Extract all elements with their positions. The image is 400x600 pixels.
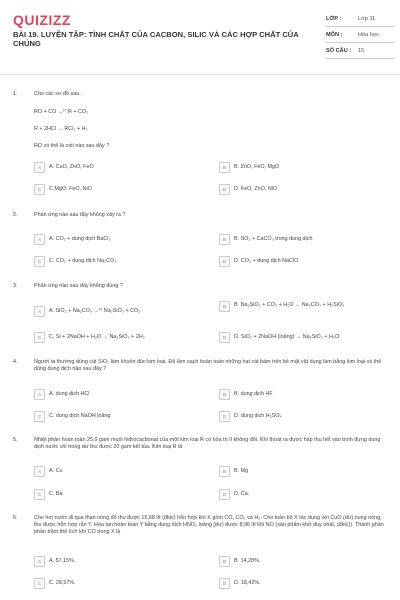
option-a[interactable] [34, 161, 94, 173]
option-label: C. dung dịch NaOH loãng [49, 413, 111, 419]
option-label: A. CO₂ + dung dịch BaCl₂ [49, 236, 111, 242]
question-prompt: RO có thể là oxit nào sau đây ? [34, 143, 110, 149]
option-c[interactable] [34, 410, 110, 422]
option-label: D. Ca. [234, 491, 250, 497]
option-badge: C [34, 332, 45, 343]
question-number: 6. [13, 515, 18, 521]
option-badge: D [219, 184, 230, 195]
option-d[interactable] [219, 183, 277, 195]
info-row-subject [326, 30, 394, 43]
option-badge: C [34, 578, 45, 589]
option-b[interactable] [219, 555, 260, 567]
option-label: C. Si + 2NaOH + H₂O → Na₂SiO₃ + 2H₂ [49, 334, 145, 340]
option-badge: D [219, 256, 230, 267]
option-a[interactable] [34, 555, 75, 567]
option-badge: B [219, 389, 230, 400]
option-label: C. Ba [49, 491, 63, 497]
info-value: Lớp 11 [358, 16, 376, 22]
option-badge: B [219, 234, 230, 245]
option-label: D. SiO₂ + 2NaOH (loãng) → Na₂SiO₃ + H₂O [234, 334, 340, 340]
option-badge: A [34, 306, 45, 317]
option-label: A. SiO₂ + Na₂CO₃ →ᵗ° Na₂SiO₃ + CO₂ [49, 308, 141, 314]
question-number: 4. [13, 359, 18, 365]
option-badge: A [34, 556, 45, 567]
info-row-class [326, 14, 394, 27]
option-label: B. Na₂SiO₃ + CO₂ + H₂O → Na₂CO₃ + H₂SiO₃ [234, 302, 345, 308]
option-a[interactable] [34, 305, 140, 317]
question-number: 2. [13, 212, 18, 218]
option-label: B. 14,28%. [234, 558, 261, 564]
reaction-line: R + 2HCl → RCl₂ + H₂ [34, 126, 88, 132]
option-a[interactable] [34, 233, 111, 245]
question-stem: Cho hơi nước đi qua than nóng đỏ thu được 15,68 lít (đktc) hỗn hợp khí X gồm CO, CO₂ và H₂. Cho toàn bộ X tác dụng với CuO (dư) nung nóng, thu được hỗn hợp rắn Y. Hòa tan hoàn toàn Y bằng dung dịch HNO₃ loãng (dư) được 8,96 lít khí NO (sản phẩm khử duy nhất, (đktc)). Thành phần phần trăm thể tích khí CO trong X là [34, 515, 384, 535]
info-row-count [326, 46, 394, 59]
option-b[interactable] [219, 465, 248, 477]
option-label: C. CO₂ + dung dịch Na₂CO₃ [49, 258, 117, 264]
option-badge: B [219, 466, 230, 477]
option-a[interactable] [34, 465, 62, 477]
option-label: B. ZnO, FeO, MgO [234, 164, 280, 170]
option-badge: A [34, 234, 45, 245]
question-stem: Cho các sơ đồ sau : [34, 91, 83, 97]
option-c[interactable] [34, 183, 92, 195]
option-c[interactable] [34, 331, 145, 343]
option-label: C. 28,57%. [49, 580, 76, 586]
option-d[interactable] [219, 255, 298, 267]
option-label: C.MgO, FeO, NiO [49, 186, 92, 192]
option-d[interactable] [219, 577, 261, 589]
option-badge: A [34, 162, 45, 173]
option-badge: D [219, 578, 230, 589]
option-c[interactable] [34, 577, 76, 589]
option-badge: C [34, 256, 45, 267]
option-d[interactable] [219, 488, 249, 500]
reaction-line: RO + CO →ᵗ° R + CO₂ [34, 109, 89, 115]
option-label: B. dung dịch HF [234, 391, 273, 397]
option-badge: D [219, 332, 230, 343]
option-label: D. FeO, ZnO, NiO [234, 186, 278, 192]
question-stem: Phản ứng nào sau đây không đúng ? [34, 283, 123, 289]
option-label: B. SO₂ + CaCO₃ trong dung dịch [234, 236, 313, 242]
option-b[interactable] [219, 301, 394, 321]
page-title: BÀI 19. LUYỆN TẬP: TÍNH CHẤT CỦA CACBON, SILIC VÀ CÁC HỢP CHẤT CỦA CHÚNG [13, 30, 299, 48]
question-number: 1. [13, 91, 18, 97]
option-d[interactable] [219, 331, 339, 343]
option-badge: C [34, 184, 45, 195]
info-panel [326, 14, 394, 62]
question-number: 3. [13, 283, 18, 289]
info-value: Hóa học [358, 32, 379, 38]
option-c[interactable] [34, 255, 116, 267]
question-stem: Phản ứng nào sau đây không xảy ra ? [34, 212, 126, 218]
option-d[interactable] [219, 410, 282, 422]
option-badge: C [34, 411, 45, 422]
info-key: SỐ CÂU : [326, 48, 352, 54]
header-divider [0, 74, 400, 75]
option-badge: A [34, 466, 45, 477]
option-badge: D [219, 489, 230, 500]
question-stem: Người ta thường dùng cát SiO₂ làm khuôn đúc kim loại. Để làm sạch hoàn toàn những hạt cát bám trên bề mặt vật dụng làm bằng kim loại có thể dùng dung dịch nào sau đây ? [34, 359, 382, 372]
option-badge: D [219, 411, 230, 422]
option-b[interactable] [219, 233, 312, 245]
option-b[interactable] [219, 161, 279, 173]
info-key: LỚP : [326, 16, 342, 22]
info-key: MÔN : [326, 32, 343, 38]
option-a[interactable] [34, 388, 89, 400]
quizizz-logo: QUIZIZZ [13, 12, 71, 28]
option-label: B. Mg [234, 468, 249, 474]
option-label: A. Cu [49, 468, 63, 474]
option-badge: B [219, 301, 230, 312]
option-badge: B [219, 556, 230, 567]
option-badge: C [34, 489, 45, 500]
question-stem: Nhiệt phân hoàn toàn 25,9 gam muối hiđrocacbonat của một kim loại R có hóa trị II không đổi. Khí thoát ra được hấp thụ hết vào bình đựng dung dịch nước vôi trong dư thu được 20 gam kết tủa. Kim loại R là [34, 437, 381, 450]
option-label: D. dung dịch H₂SO₄ [234, 413, 282, 419]
question-number: 5. [13, 437, 18, 443]
option-label: A. 57,15%. [49, 558, 76, 564]
option-label: D. 18,42%. [234, 580, 261, 586]
option-badge: B [219, 162, 230, 173]
option-label: A. CuO, ZnO, FeO [49, 164, 94, 170]
option-b[interactable] [219, 388, 273, 400]
option-c[interactable] [34, 488, 62, 500]
option-label: D. CO₂ + dung dịch NaClO [234, 258, 299, 264]
option-label: A. dung dịch HCl [49, 391, 90, 397]
option-badge: A [34, 389, 45, 400]
info-value: 15 [358, 48, 365, 54]
